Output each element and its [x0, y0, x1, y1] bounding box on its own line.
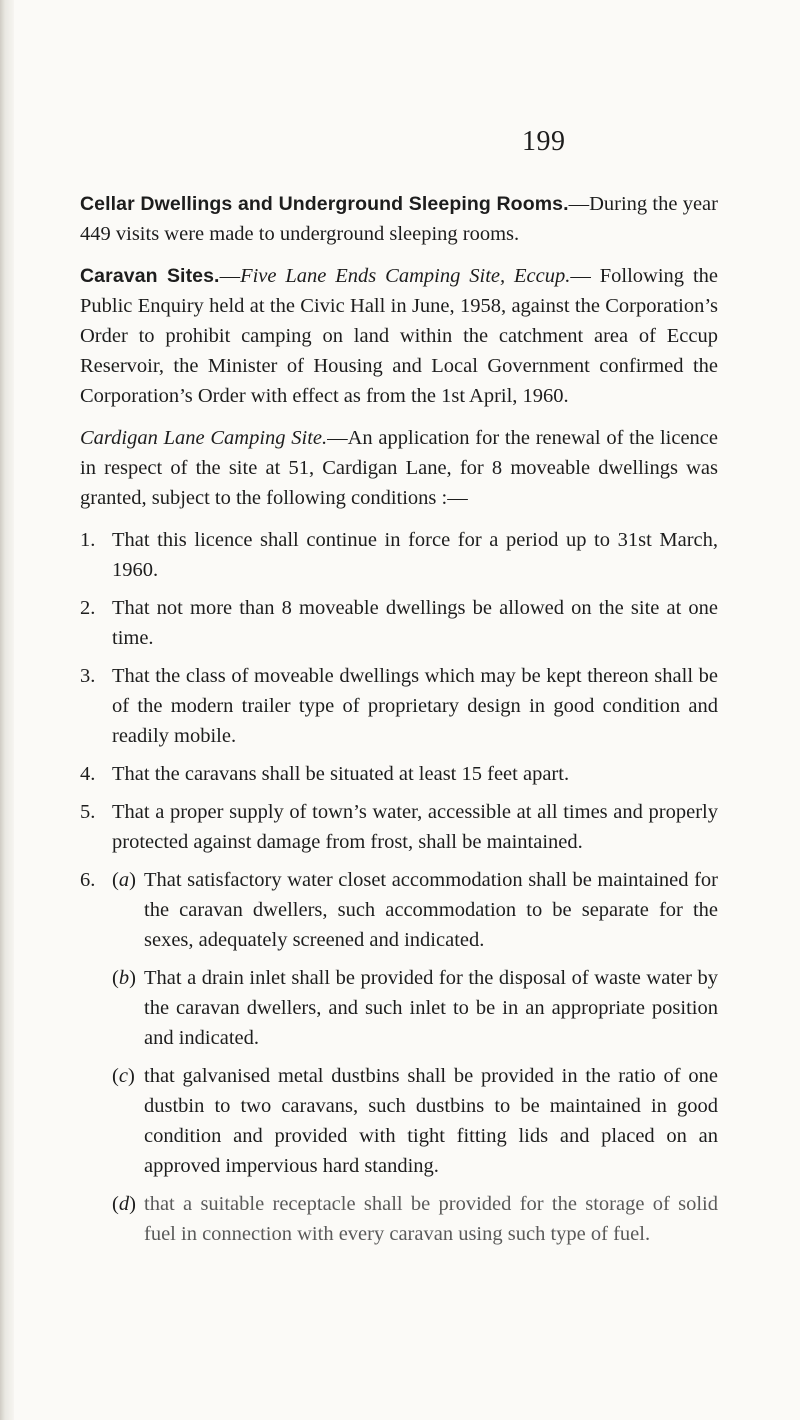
cardigan-lane-subheading: Cardigan Lane Camping Site.: [80, 427, 328, 449]
condition-number: 4.: [80, 763, 96, 785]
condition-item-6c: [112, 1061, 718, 1181]
condition-item: [80, 797, 718, 857]
condition-item: [80, 759, 718, 789]
condition-number: 5.: [80, 801, 96, 823]
sub-condition-text: That satisfactory water closet accommodation shall be maintained for the caravan dwellers, such accommodation to be separate for the sexes, adequately screened and indicated.: [144, 869, 718, 951]
condition-item-6d: [112, 1189, 718, 1249]
sub-condition-letter: (d): [112, 1193, 136, 1215]
sub-condition-letter: (b): [112, 967, 136, 989]
condition-number: 3.: [80, 665, 96, 687]
caravan-sites-paragraph: [80, 261, 718, 411]
condition-text: That a proper supply of town’s water, accessible at all times and properly protected against damage from frost, shall be maintained.: [112, 801, 718, 853]
condition-item-6b: [112, 963, 718, 1053]
sub-condition-letter: (c): [112, 1065, 135, 1087]
caravan-sites-text: Following the Public Enquiry held at the Civic Hall in June, 1958, against the Corporation’s Order to prohibit camping on land within the catchment area of Eccup Reservoir, the Minister of Housing and Local Government confirmed the Corporation’s Order with effect as from the 1st April, 1960.: [80, 265, 718, 407]
condition-text: That the caravans shall be situated at least 15 feet apart.: [112, 763, 570, 785]
condition-text: That not more than 8 moveable dwellings be allowed on the site at one time.: [112, 597, 718, 649]
condition-number: 2.: [80, 597, 96, 619]
condition-text: That the class of moveable dwellings which may be kept thereon shall be of the modern trailer type of proprietary design in good condition and readily mobile.: [112, 665, 718, 747]
sub-condition-text: That a drain inlet shall be provided for the disposal of waste water by the caravan dwellers, and such inlet to be in an appropriate position and indicated.: [144, 967, 718, 1049]
condition-item: [80, 525, 718, 585]
page-number: 199: [522, 126, 566, 157]
sub-condition-text: that a suitable receptacle shall be provided for the storage of solid fuel in connection with every caravan using such type of fuel.: [144, 1193, 718, 1245]
cellar-dwellings-text: During the year 449 visits were made to underground sleeping rooms.: [80, 193, 718, 245]
heading-dash: —: [219, 265, 241, 287]
heading-dash: —: [568, 193, 590, 215]
sub-condition-letter: (a): [112, 869, 136, 891]
condition-number: 1.: [80, 529, 96, 551]
condition-item: [80, 661, 718, 751]
cardigan-lane-text: An application for the renewal of the licence in respect of the site at 51, Cardigan Lane, for 8 moveable dwellings was granted, subject to the following conditions :—: [80, 427, 718, 509]
five-lane-ends-subheading: Five Lane Ends Camping Site, Eccup.: [240, 265, 571, 287]
caravan-sites-heading: Caravan Sites.: [80, 265, 220, 287]
conditions-list: [80, 525, 718, 1249]
subheading-dash: —: [570, 265, 591, 287]
condition-text: That this licence shall continue in force for a period up to 31st March, 1960.: [112, 529, 718, 581]
condition-item: [80, 593, 718, 653]
condition-item-6a: [80, 865, 718, 955]
cardigan-lane-paragraph: [80, 423, 718, 513]
page-binding-shadow: [0, 0, 14, 1420]
subheading-dash: —: [327, 427, 348, 449]
condition-number: 6.: [80, 869, 96, 891]
sub-condition-text: that galvanised metal dustbins shall be provided in the ratio of one dustbin to two caravans, such dustbins to be maintained in good condition and provided with tight fitting lids and placed on an approved impervious hard standing.: [144, 1065, 718, 1177]
cellar-dwellings-paragraph: [80, 189, 718, 249]
document-body: [80, 189, 718, 1257]
cellar-dwellings-heading: Cellar Dwellings and Underground Sleeping Rooms.: [80, 193, 569, 215]
